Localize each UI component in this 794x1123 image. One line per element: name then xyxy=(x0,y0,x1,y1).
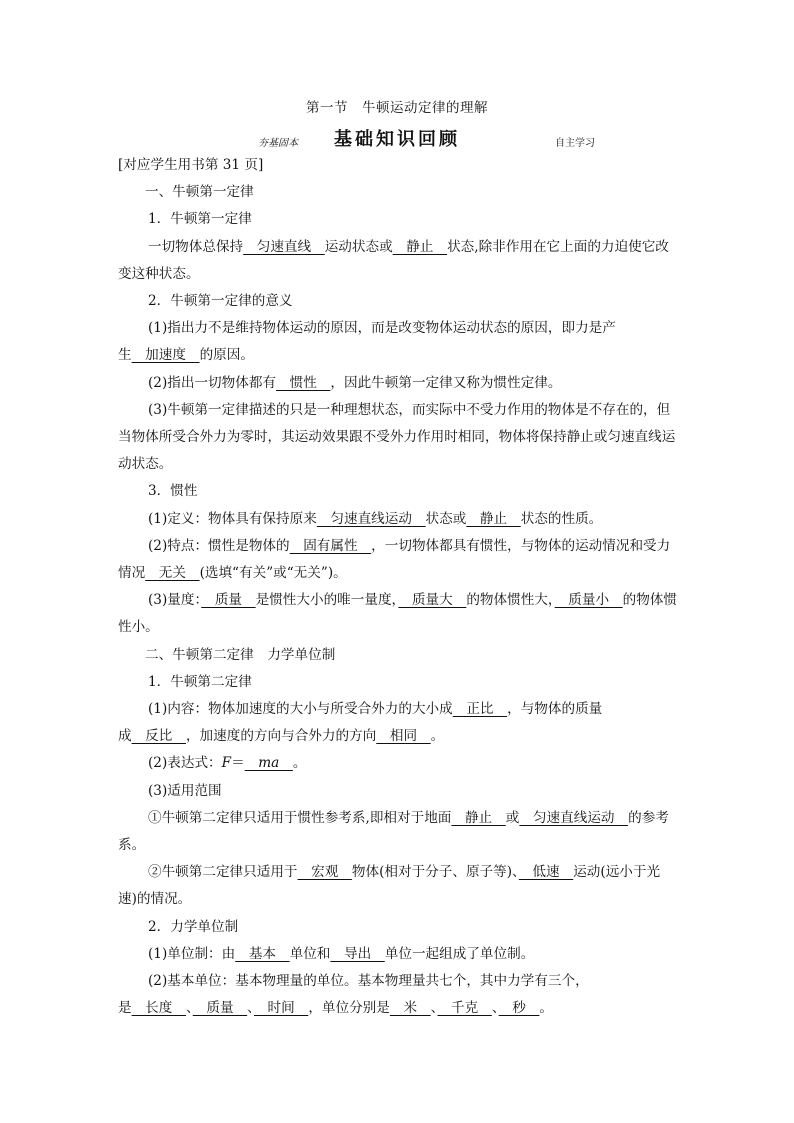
text-run: 的参考系。 xyxy=(118,809,669,854)
answer-blank: 基本 xyxy=(235,945,290,962)
answer-blank: 米 xyxy=(389,1000,431,1017)
paragraph xyxy=(118,587,678,641)
text-run: 、 xyxy=(491,1000,499,1017)
text-run: (3)量度： xyxy=(148,592,202,609)
paragraph xyxy=(118,750,678,777)
subheading-1-2: 2．牛顿第一定律的意义 xyxy=(148,293,293,310)
subheading-2-2: 2．力学单位制 xyxy=(148,918,239,935)
text-run: (2)基本单位：基本物理量的单位。基本物理量共七个，其中力学有三个，是 xyxy=(118,973,589,1017)
text-run: 一切物体总保持 xyxy=(148,238,244,255)
subheading-1-1: 1．牛顿第一定律 xyxy=(148,211,252,228)
text-run: ，单位分别是 xyxy=(308,1000,390,1017)
answer-blank: 质量 xyxy=(201,592,256,609)
text-run: 单位一起组成了单位制。 xyxy=(384,945,535,962)
answer-blank: 反比 xyxy=(131,728,186,745)
answer-blank: ma xyxy=(244,755,293,772)
text-run: ＝ xyxy=(231,755,245,772)
paragraph: (3)适用范围 xyxy=(148,782,222,799)
text-run: 、 xyxy=(247,1000,254,1017)
answer-blank: 低速 xyxy=(518,864,574,881)
page-title: 第一节 牛顿运动定律的理解 xyxy=(306,100,488,116)
text-run: (2)表达式： xyxy=(148,755,222,772)
subheading-2-1: 1．牛顿第二定律 xyxy=(148,673,252,690)
text-run: 状态,除非作用在它上面的力迫使它改变这种状态。 xyxy=(118,238,669,282)
answer-blank: 时间 xyxy=(253,1000,309,1017)
answer-blank: 匀速直线运动 xyxy=(519,809,629,826)
banner-right-note: 自主学习 xyxy=(555,138,595,149)
book-reference: [对应学生用书第 31 页] xyxy=(118,157,264,173)
answer-blank: 质量 xyxy=(192,1000,248,1017)
answer-blank: 固有属性 xyxy=(289,537,372,554)
text-run: (1)指出力不是维持物体运动的原因，而是改变物体运动状态的原因，即力是产生 xyxy=(118,320,616,364)
text-run: 运动状态或 xyxy=(324,238,393,255)
text-run: 的原因。 xyxy=(199,347,254,364)
answer-blank: 宏观 xyxy=(297,864,352,881)
text-run: 是惯性大小的唯一量度， xyxy=(255,592,399,609)
text-run: 、 xyxy=(185,1000,193,1017)
text-run: (1)单位制：由 xyxy=(148,945,236,962)
paragraph xyxy=(118,533,678,587)
answer-blank: 质量大 xyxy=(398,592,467,609)
paragraph xyxy=(118,805,678,859)
text-run: 物体(相对于分子、原子等)、 xyxy=(351,864,519,881)
text-run: (1)定义：物体具有保持原来 xyxy=(148,510,317,527)
text-run: (2)特点：惯性是物体的 xyxy=(148,537,290,554)
banner-left-note: 夯基固本 xyxy=(258,138,298,149)
text-run: 的物体惯性小。 xyxy=(118,592,678,636)
text-run: 的物体惯性大， xyxy=(466,592,555,609)
text-run: 。 xyxy=(539,1000,553,1017)
paragraph: (3)牛顿第一定律描述的只是一种理想状态，而实际中不受力作用的物体是不存在的，但当物体所受合外力为零时，其运动效果跟不受外力作用时相同，物体将保持静止或匀速直线运动状态。 xyxy=(118,401,676,473)
text-run: ①牛顿第二定律只适用于惯性参考系,即相对于地面 xyxy=(148,809,452,826)
section-heading-1: 一、牛顿第一定律 xyxy=(145,184,254,201)
answer-blank: 千克 xyxy=(437,1000,492,1017)
answer-blank: 静止 xyxy=(392,238,448,255)
text-run: 运动(远小于光速)的情况。 xyxy=(118,864,661,908)
text-run: 。 xyxy=(430,728,445,745)
text-run: 、 xyxy=(430,1000,438,1017)
answer-blank: 匀速直线运动 xyxy=(316,510,426,527)
text-run: (2)指出一切物体都有 xyxy=(148,374,277,391)
banner-heading: 基础知识回顾 xyxy=(334,129,460,150)
answer-blank: 质量小 xyxy=(554,592,623,609)
answer-blank: 长度 xyxy=(131,1000,186,1017)
text-run: 或 xyxy=(505,809,520,826)
subheading-1-3: 3．惯性 xyxy=(148,483,198,500)
paragraph xyxy=(118,315,678,369)
paragraph xyxy=(118,968,678,1022)
answer-blank: 静止 xyxy=(466,510,521,527)
paragraph xyxy=(118,696,678,750)
answer-blank: 静止 xyxy=(451,809,506,826)
answer-blank: 正比 xyxy=(452,701,508,718)
document-body xyxy=(118,152,678,1023)
answer-blank: 导出 xyxy=(330,945,385,962)
text-run: ，因此牛顿第一定律又称为惯性定律。 xyxy=(330,374,562,391)
paragraph xyxy=(118,859,678,913)
text-run: (选填“有关”或“无关”)。 xyxy=(199,565,347,582)
text-run: ，一切物体都具有惯性，与物体的运动情况和受力情况 xyxy=(118,537,671,582)
answer-blank: 匀速直线 xyxy=(243,238,325,255)
text-run: (1)内容：物体加速度的大小与所受合外力的大小成 xyxy=(148,701,453,718)
answer-blank: 加速度 xyxy=(131,347,200,364)
paragraph xyxy=(118,370,678,397)
text-run: 状态或 xyxy=(425,510,467,527)
section-heading-2: 二、牛顿第二定律 力学单位制 xyxy=(145,646,336,663)
text-run: ，加速度的方向与合外力的方向 xyxy=(185,728,377,745)
answer-blank: 相同 xyxy=(376,728,431,745)
answer-blank: 无关 xyxy=(145,565,200,582)
formula-symbol: F xyxy=(221,755,232,772)
paragraph xyxy=(118,941,678,968)
text-run: 单位和 xyxy=(289,945,331,962)
paragraph xyxy=(118,506,678,533)
text-run: 。 xyxy=(292,755,307,772)
answer-blank: 惯性 xyxy=(276,374,331,391)
answer-blank: 秒 xyxy=(498,1000,540,1017)
text-run: ，与物体的质量成 xyxy=(118,701,603,745)
paragraph xyxy=(118,234,678,288)
text-run: ②牛顿第二定律只适用于 xyxy=(148,864,298,881)
section-banner xyxy=(0,125,794,155)
text-run: 状态的性质。 xyxy=(520,510,603,527)
